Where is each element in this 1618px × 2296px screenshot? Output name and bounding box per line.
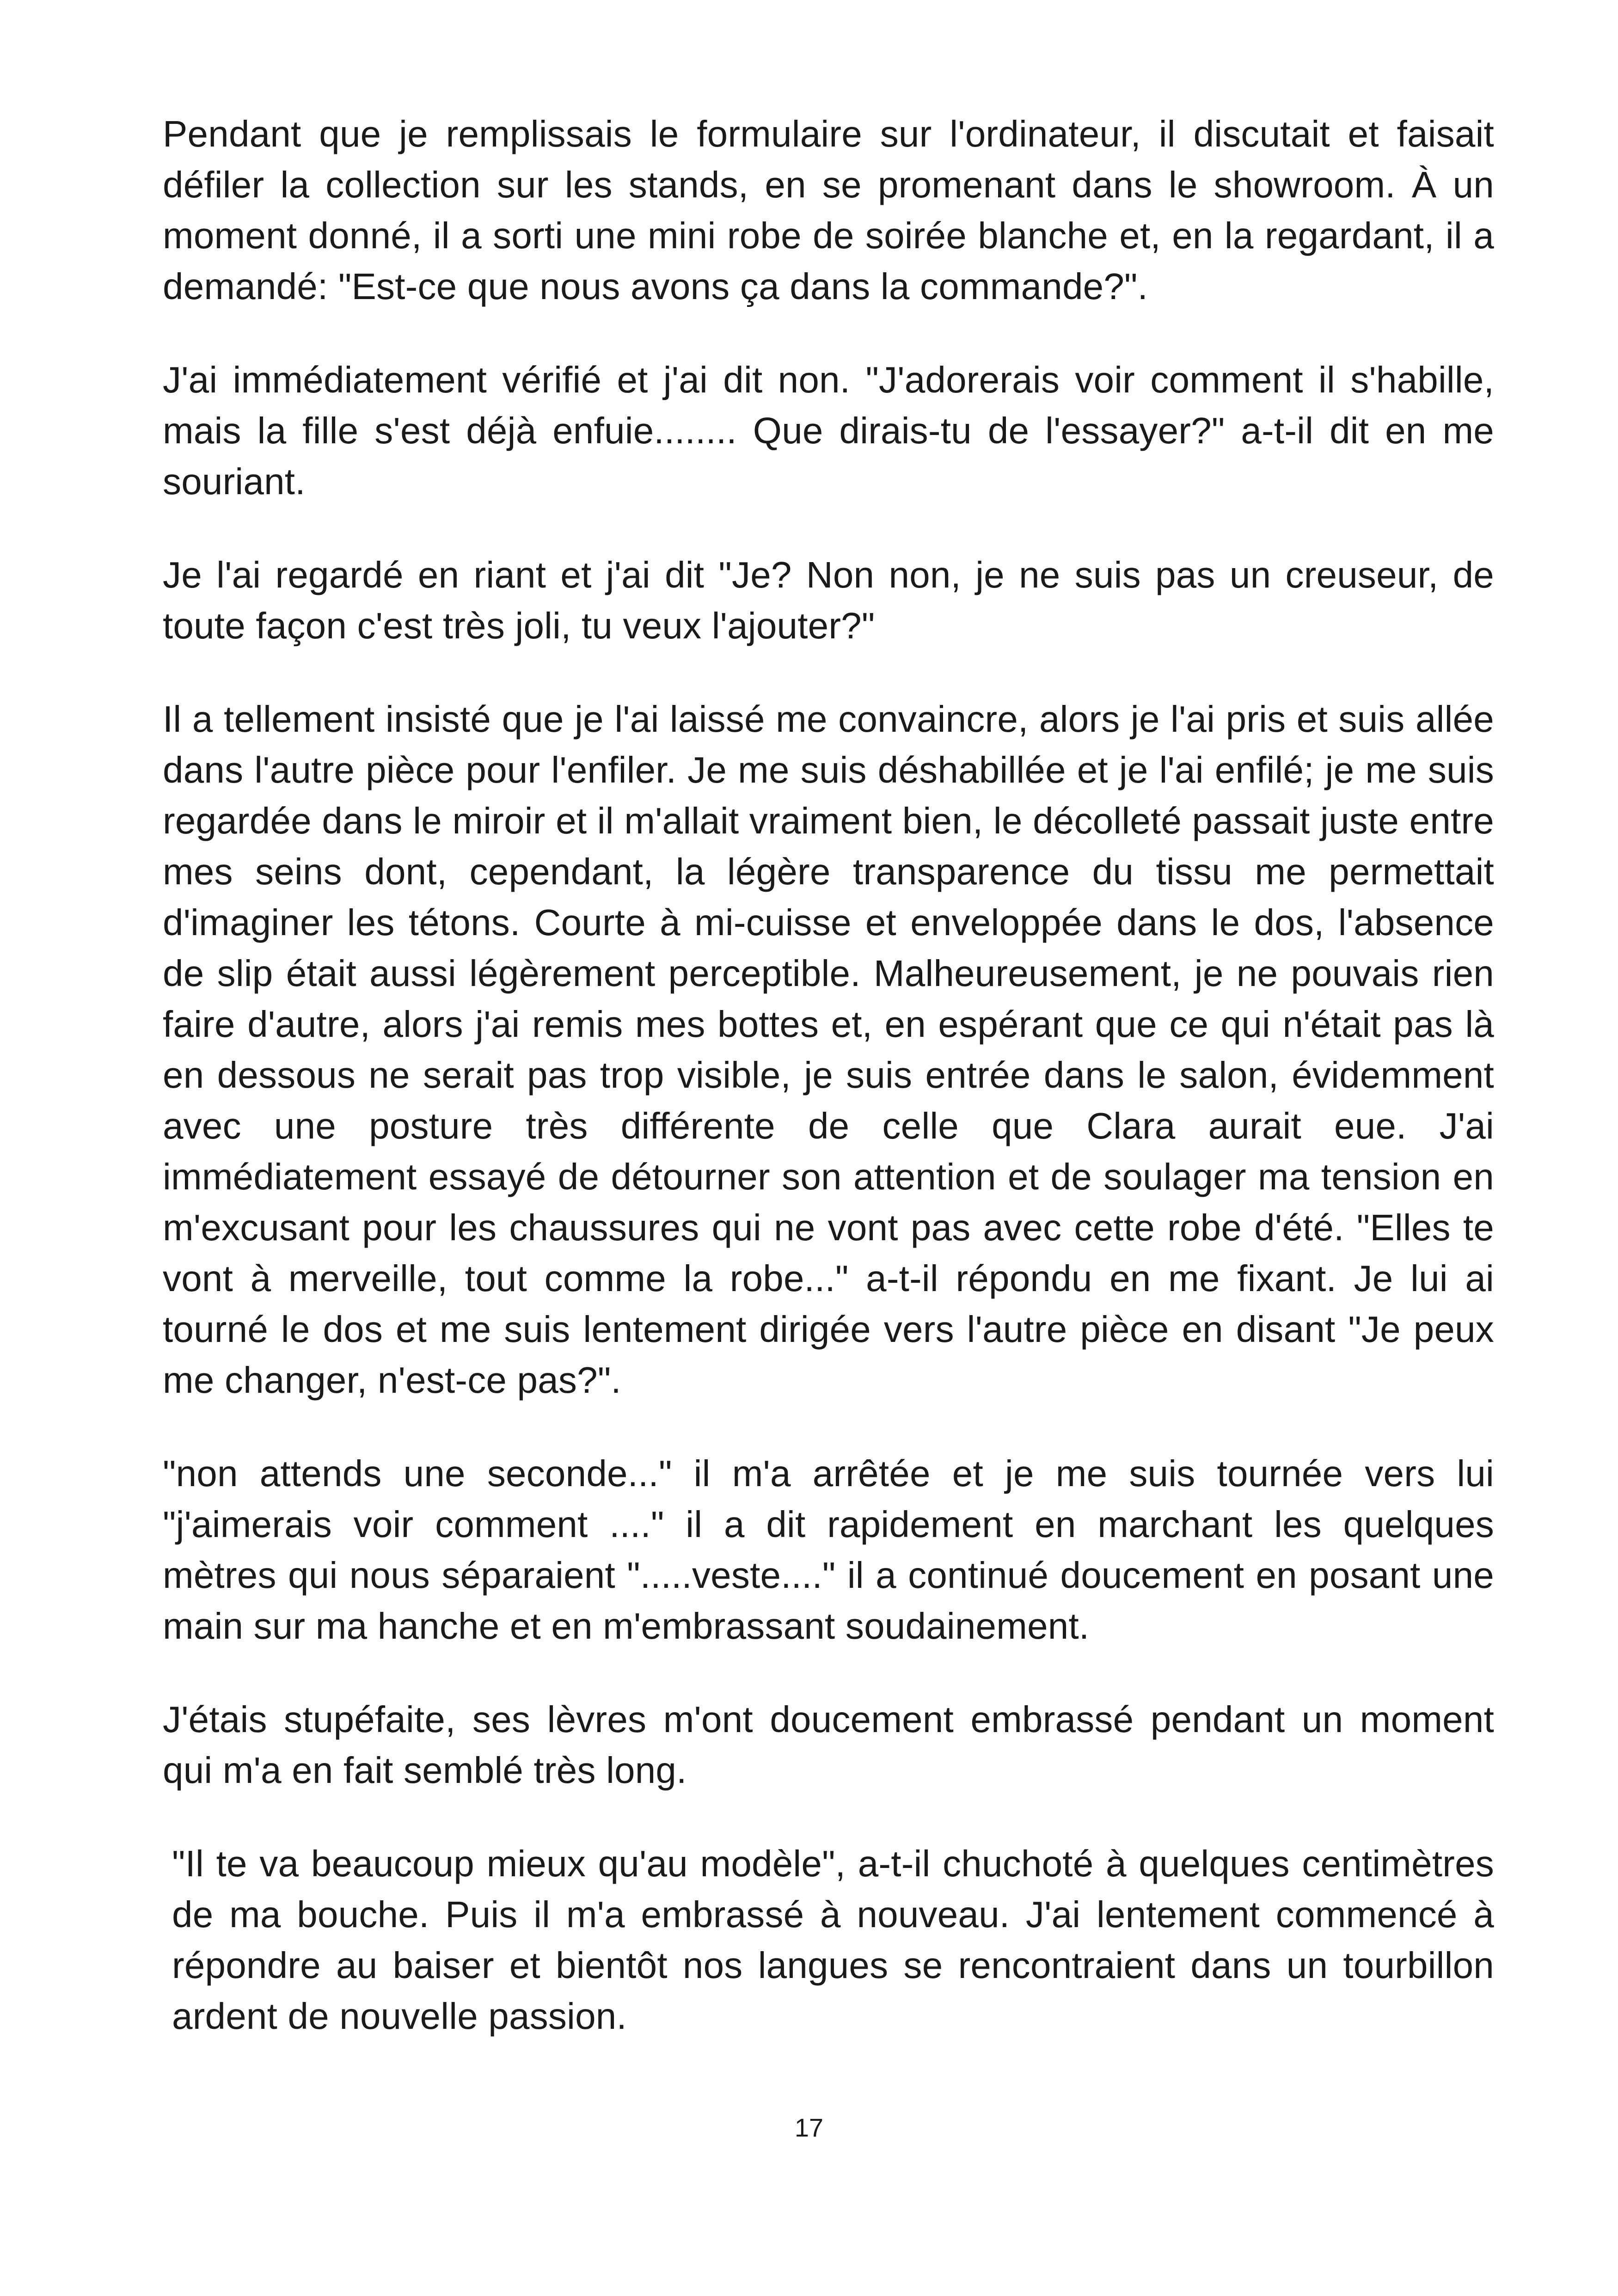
paragraph-7: "Il te va beaucoup mieux qu'au modèle", a-t-il chuchoté à quelques centimètres de ma bouche. Puis il m'a embrassé à nouveau. J'ai lentement commencé à répondre au baiser et bientôt nos langues se rencontraient dans un tourbillon ardent de nouvelle passion. (172, 1843, 1494, 2037)
paragraph-4: Il a tellement insisté que je l'ai laissé me convaincre, alors je l'ai pris et suis allée dans l'autre pièce pour l'enfiler. Je me suis déshabillée et je l'ai enfilé; je me suis regardée dans le miroir et il m'allait vraiment bien, le décolleté passait juste entre mes seins dont, cependant, la légère transparence du tissu me permettait d'imaginer les tétons. Courte à mi-cuisse et enveloppée dans le dos, l'absence de slip était aussi légèrement perceptible. Malheureusement, je ne pouvais rien faire d'autre, alors j'ai remis mes bottes et, en espérant que ce qui n'était pas là en dessous ne serait pas trop visible, je suis entrée dans le salon, évidemment avec une posture très différente de celle que Clara aurait eue. J'ai immédiatement essayé de détourner son attention et de soulager ma tension en m'excusant pour les chaussures qui ne vont pas avec cette robe d'été. "Elles te vont à merveille, tout comme la robe..." a-t-il répondu en me fixant. Je lui ai tourné le dos et me suis lentement dirigée vers l'autre pièce en disant "Je peux me changer, n'est-ce pas?". (163, 698, 1494, 1401)
text-body (163, 109, 1494, 2084)
page-number: 17 (794, 2113, 824, 2142)
paragraph-1: Pendant que je remplissais le formulaire sur l'ordinateur, il discutait et faisait défiler la collection sur les stands, en se promenant dans le showroom. À un moment donné, il a sorti une mini robe de soirée blanche et, en la regardant, il a demandé: "Est-ce que nous avons ça dans la commande?". (163, 113, 1494, 307)
paragraph-6: J'étais stupéfaite, ses lèvres m'ont doucement embrassé pendant un moment qui m'a en fait semblé très long. (163, 1699, 1494, 1791)
paragraph-5: "non attends une seconde..." il m'a arrêtée et je me suis tournée vers lui "j'aimerais voir comment ...." il a dit rapidement en marchant les quelques mètres qui nous séparaient ".....veste...." il a continué doucement en posant une main sur ma hanche et en m'embrassant soudainement. (163, 1453, 1494, 1647)
paragraph-2: J'ai immédiatement vérifié et j'ai dit non. "J'adorerais voir comment il s'habille, mais la fille s'est déjà enfuie........ Que dirais-tu de l'essayer?" a-t-il dit en me souriant. (163, 359, 1494, 502)
paragraph-3: Je l'ai regardé en riant et j'ai dit "Je? Non non, je ne suis pas un creuseur, de toute façon c'est très joli, tu veux l'ajouter?" (163, 554, 1494, 646)
